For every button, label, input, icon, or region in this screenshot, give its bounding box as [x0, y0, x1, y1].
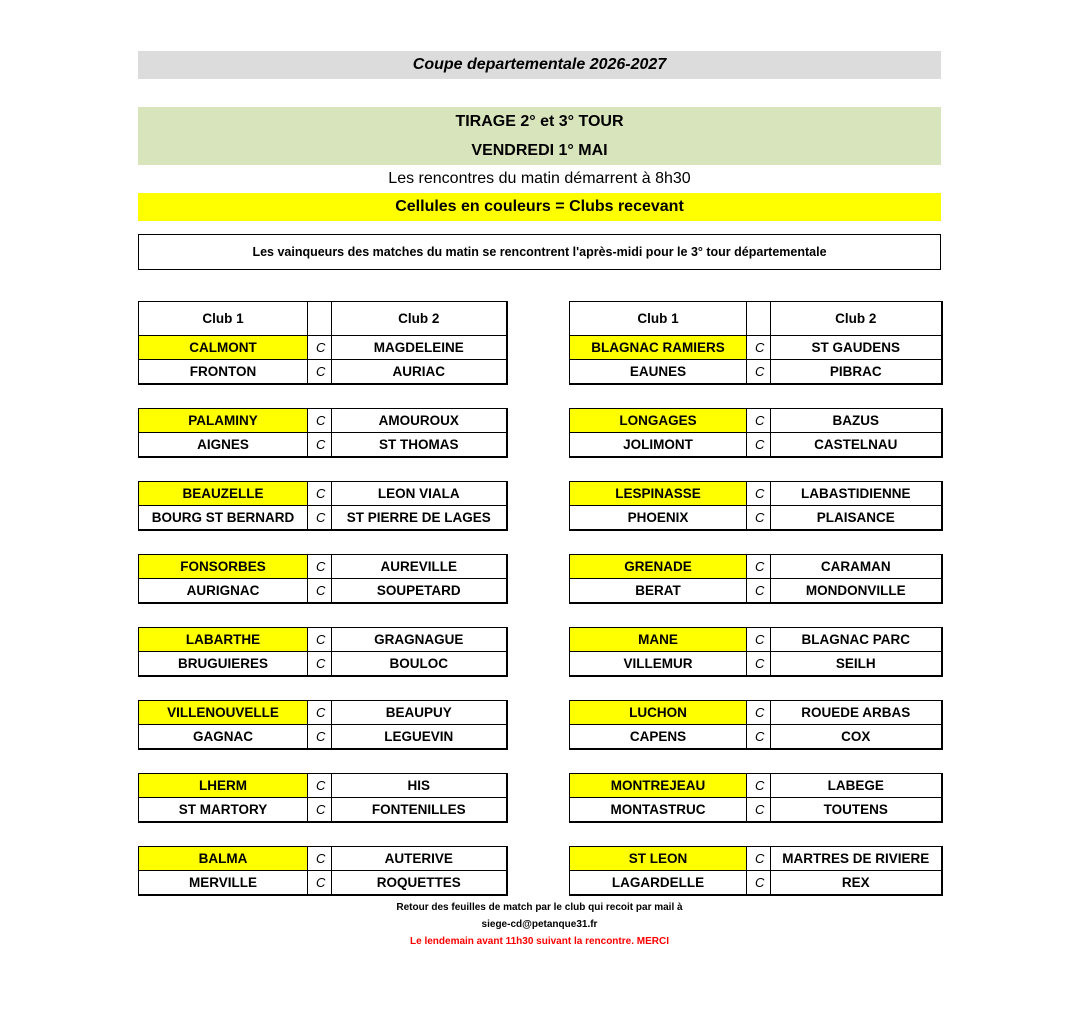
match-row: [139, 433, 507, 458]
header-row: [570, 302, 942, 336]
club1-cell: VILLEMUR: [570, 652, 747, 677]
club1-cell: AURIGNAC: [139, 579, 308, 604]
club1-cell: BOURG ST BERNARD: [139, 506, 308, 531]
c-mark: C: [747, 774, 771, 798]
group-spacer: [139, 384, 507, 409]
footer-return-note: Retour des feuilles de match par le club qui recoit par mail à: [396, 902, 683, 913]
club2-cell: LEGUEVIN: [332, 725, 507, 750]
c-mark: C: [308, 506, 332, 531]
match-row: [139, 628, 507, 652]
home-club-cell: BALMA: [139, 847, 308, 871]
club2-cell: CARAMAN: [771, 555, 942, 579]
match-row: [570, 847, 942, 871]
match-row: [139, 482, 507, 506]
c-mark: C: [308, 579, 332, 604]
club2-cell: SEILH: [771, 652, 942, 677]
c-header: [747, 302, 771, 336]
club1-cell: ST MARTORY: [139, 798, 308, 823]
c-mark: C: [747, 798, 771, 823]
match-row: [570, 482, 942, 506]
match-row: [139, 506, 507, 531]
match-row: [139, 360, 507, 385]
club2-cell: ST PIERRE DE LAGES: [332, 506, 507, 531]
club1-cell: BERAT: [570, 579, 747, 604]
club2-cell: AUTERIVE: [332, 847, 507, 871]
match-row: [139, 409, 507, 433]
club2-header: Club 2: [332, 302, 507, 336]
club1-cell: AIGNES: [139, 433, 308, 458]
c-mark: C: [747, 555, 771, 579]
club2-cell: PLAISANCE: [771, 506, 942, 531]
match-row: [139, 871, 507, 896]
home-club-cell: MANE: [570, 628, 747, 652]
c-mark: C: [747, 506, 771, 531]
group-spacer: [139, 457, 507, 482]
home-club-cell: GRENADE: [570, 555, 747, 579]
home-club-cell: BEAUZELLE: [139, 482, 308, 506]
c-mark: C: [308, 628, 332, 652]
match-row: [570, 579, 942, 604]
c-mark: C: [747, 847, 771, 871]
morning-start-note: Les rencontres du matin démarrent à 8h30: [388, 170, 691, 187]
home-club-cell: LABARTHE: [139, 628, 308, 652]
home-club-cell: LHERM: [139, 774, 308, 798]
club2-cell: PIBRAC: [771, 360, 942, 385]
club2-cell: LABASTIDIENNE: [771, 482, 942, 506]
club2-cell: BOULOC: [332, 652, 507, 677]
home-club-cell: LONGAGES: [570, 409, 747, 433]
group-spacer: [570, 676, 942, 701]
club2-cell: MONDONVILLE: [771, 579, 942, 604]
club2-header: Club 2: [771, 302, 942, 336]
c-mark: C: [747, 579, 771, 604]
group-spacer: [570, 822, 942, 847]
match-row: [570, 409, 942, 433]
right-draw-table: [569, 301, 943, 896]
match-row: [139, 847, 507, 871]
c-mark: C: [308, 360, 332, 385]
left-draw-table: [138, 301, 508, 896]
club2-cell: SOUPETARD: [332, 579, 507, 604]
match-row: [139, 336, 507, 360]
c-mark: C: [308, 482, 332, 506]
home-club-legend: Cellules en couleurs = Clubs recevant: [138, 193, 941, 221]
club2-cell: AUREVILLE: [332, 555, 507, 579]
home-club-cell: FONSORBES: [139, 555, 308, 579]
c-header: [308, 302, 332, 336]
tirage-date: VENDREDI 1° MAI: [471, 142, 608, 159]
c-mark: C: [747, 725, 771, 750]
match-row: [139, 774, 507, 798]
club2-cell: FONTENILLES: [332, 798, 507, 823]
match-row: [570, 628, 942, 652]
club2-cell: ROQUETTES: [332, 871, 507, 896]
match-row: [570, 555, 942, 579]
c-mark: C: [308, 798, 332, 823]
club2-cell: HIS: [332, 774, 507, 798]
club2-cell: LABEGE: [771, 774, 942, 798]
home-club-cell: ST LEON: [570, 847, 747, 871]
club1-cell: FRONTON: [139, 360, 308, 385]
group-spacer: [570, 603, 942, 628]
group-spacer: [139, 822, 507, 847]
club1-cell: PHOENIX: [570, 506, 747, 531]
club2-cell: CASTELNAU: [771, 433, 942, 458]
match-row: [570, 360, 942, 385]
c-mark: C: [308, 847, 332, 871]
c-mark: C: [308, 433, 332, 458]
match-row: [570, 506, 942, 531]
match-row: [139, 701, 507, 725]
home-club-cell: MONTREJEAU: [570, 774, 747, 798]
group-spacer: [570, 457, 942, 482]
club1-cell: MONTASTRUC: [570, 798, 747, 823]
club2-cell: MARTRES DE RIVIERE: [771, 847, 942, 871]
c-mark: C: [308, 725, 332, 750]
home-club-cell: BLAGNAC RAMIERS: [570, 336, 747, 360]
afternoon-round-note: Les vainqueurs des matches du matin se rencontrent l'après-midi pour le 3° tour départementale: [138, 234, 941, 270]
club1-header: Club 1: [139, 302, 308, 336]
home-club-cell: PALAMINY: [139, 409, 308, 433]
match-row: [570, 701, 942, 725]
club1-cell: JOLIMONT: [570, 433, 747, 458]
home-club-cell: LUCHON: [570, 701, 747, 725]
home-club-cell: VILLENOUVELLE: [139, 701, 308, 725]
match-row: [139, 652, 507, 677]
c-mark: C: [747, 360, 771, 385]
group-spacer: [570, 530, 942, 555]
c-mark: C: [308, 336, 332, 360]
match-row: [570, 798, 942, 823]
club1-cell: GAGNAC: [139, 725, 308, 750]
match-row: [570, 336, 942, 360]
club2-cell: ST GAUDENS: [771, 336, 942, 360]
club2-cell: TOUTENS: [771, 798, 942, 823]
match-row: [139, 798, 507, 823]
club2-cell: REX: [771, 871, 942, 896]
group-spacer: [570, 749, 942, 774]
match-row: [570, 652, 942, 677]
header-row: [139, 302, 507, 336]
club2-cell: LEON VIALA: [332, 482, 507, 506]
c-mark: C: [308, 871, 332, 896]
group-spacer: [139, 603, 507, 628]
c-mark: C: [747, 336, 771, 360]
group-spacer: [139, 676, 507, 701]
club1-cell: MERVILLE: [139, 871, 308, 896]
c-mark: C: [747, 433, 771, 458]
group-spacer: [570, 384, 942, 409]
c-mark: C: [747, 409, 771, 433]
c-mark: C: [747, 628, 771, 652]
club1-cell: LAGARDELLE: [570, 871, 747, 896]
footer-deadline-note: Le lendemain avant 11h30 suivant la rencontre. MERCI: [410, 936, 669, 947]
group-spacer: [139, 749, 507, 774]
page-title: Coupe departementale 2026-2027: [138, 51, 941, 79]
club2-cell: BAZUS: [771, 409, 942, 433]
match-row: [570, 774, 942, 798]
match-row: [139, 555, 507, 579]
footer-notes: [138, 899, 941, 950]
c-mark: C: [308, 774, 332, 798]
club2-cell: ROUEDE ARBAS: [771, 701, 942, 725]
club2-cell: AMOUROUX: [332, 409, 507, 433]
match-row: [570, 725, 942, 750]
club2-cell: MAGDELEINE: [332, 336, 507, 360]
club2-cell: BEAUPUY: [332, 701, 507, 725]
club1-cell: EAUNES: [570, 360, 747, 385]
club2-cell: ST THOMAS: [332, 433, 507, 458]
tirage-title: TIRAGE 2° et 3° TOUR: [455, 113, 624, 130]
match-row: [139, 579, 507, 604]
c-mark: C: [747, 871, 771, 896]
c-mark: C: [308, 409, 332, 433]
club2-cell: AURIAC: [332, 360, 507, 385]
home-club-cell: CALMONT: [139, 336, 308, 360]
club2-cell: GRAGNAGUE: [332, 628, 507, 652]
match-row: [139, 725, 507, 750]
club1-cell: CAPENS: [570, 725, 747, 750]
match-row: [570, 871, 942, 896]
tirage-banner: [138, 107, 941, 165]
c-mark: C: [308, 555, 332, 579]
c-mark: C: [308, 701, 332, 725]
match-row: [570, 433, 942, 458]
club1-header: Club 1: [570, 302, 747, 336]
club1-cell: BRUGUIERES: [139, 652, 308, 677]
c-mark: C: [747, 652, 771, 677]
c-mark: C: [308, 652, 332, 677]
club2-cell: COX: [771, 725, 942, 750]
c-mark: C: [747, 482, 771, 506]
group-spacer: [139, 530, 507, 555]
home-club-cell: LESPINASSE: [570, 482, 747, 506]
footer-email: siege-cd@petanque31.fr: [481, 919, 598, 930]
club2-cell: BLAGNAC PARC: [771, 628, 942, 652]
c-mark: C: [747, 701, 771, 725]
